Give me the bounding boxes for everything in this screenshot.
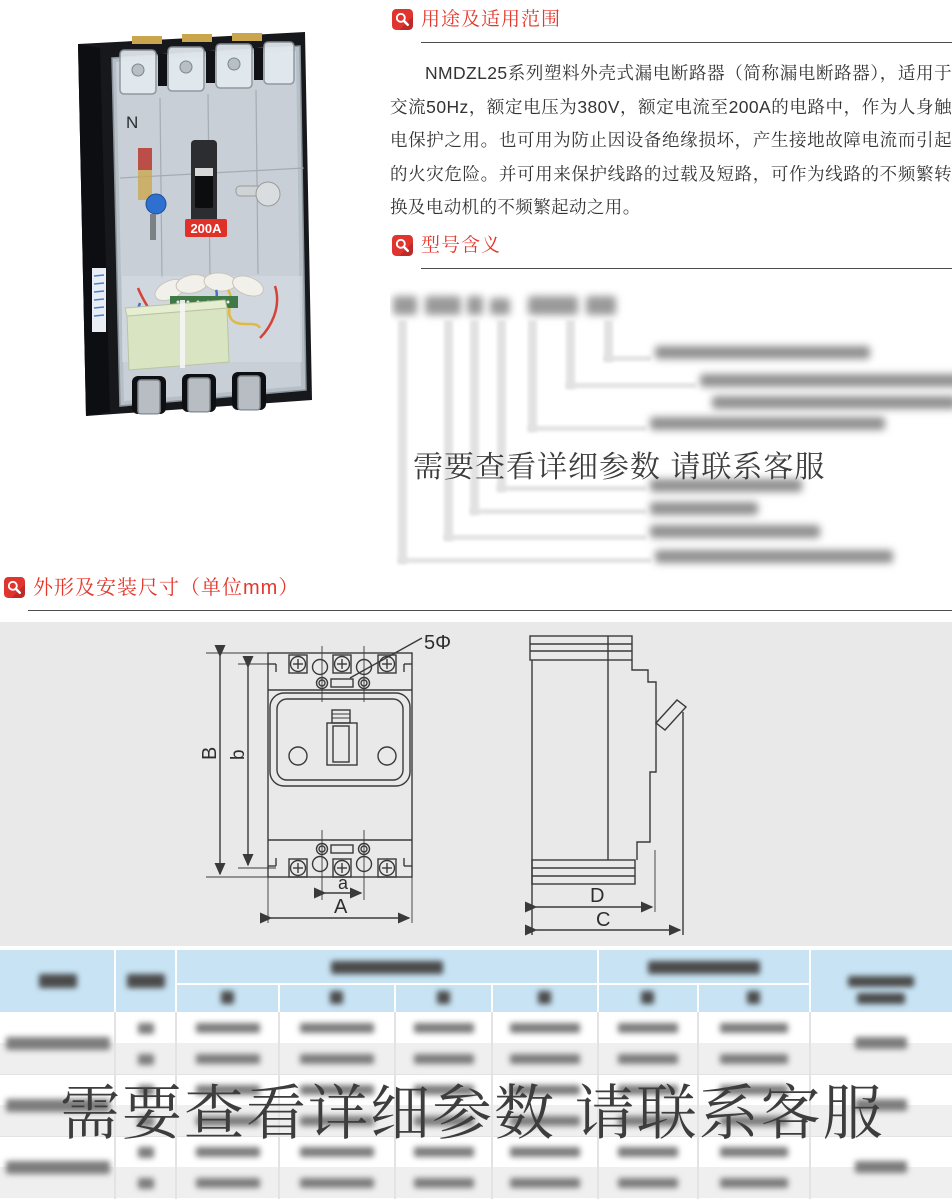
cell-blurred [855,1037,907,1049]
dim-label-b: b [228,749,249,760]
cell-blurred [618,1023,678,1033]
cell-blurred [414,1054,474,1064]
header-separator [697,984,699,1012]
watermark-contact-service: 需要查看详细参数 请联系客服 [60,1080,885,1147]
header-separator [809,950,811,1012]
diagram-connector [604,356,651,361]
cell-blurred [414,1023,474,1033]
cell-blurred [510,1178,580,1188]
col-header-blurred [848,976,914,987]
section-title-model: 型号含义 [421,235,502,256]
circuit-breaker-illustration [20,28,320,420]
annotation-blurred [650,417,885,430]
diagram-connector [444,535,646,540]
cell-blurred [196,1178,260,1188]
model-name-blurred [6,1037,110,1050]
group-header-blurred [648,961,760,974]
sub-header-blurred [538,991,551,1004]
model-name-blurred [6,1161,110,1174]
section-divider [421,268,952,269]
diagram-connector [528,426,646,431]
diagram-bar [444,320,453,541]
header-separator [394,984,396,1012]
model-code-blurred [467,296,483,315]
dim-label-A: A [334,896,348,918]
header-separator [278,984,280,1012]
dim-label-D: D [590,885,605,907]
cell-blurred [300,1178,374,1188]
cell-blurred [414,1178,474,1188]
annotation-blurred [650,525,820,538]
model-code-blurred [425,296,461,315]
annotation-blurred [655,346,870,359]
annotation-blurred [650,502,758,515]
diagram-bar [566,320,575,389]
front-view-drawing [180,622,480,946]
sub-header-blurred [330,991,343,1004]
magnifier-icon [392,9,413,30]
cell-blurred [618,1054,678,1064]
diagram-bar [528,320,537,432]
cell-blurred [510,1054,580,1064]
col-header-blurred [39,974,77,988]
cell-blurred [138,1023,154,1034]
model-code-blurred [490,298,510,315]
annotation-blurred [655,550,893,563]
annotation-blurred [700,374,952,387]
col-header-blurred [857,993,905,1004]
group-header-blurred [331,961,443,974]
dim-label-C: C [596,909,611,931]
side-view-drawing [480,622,760,946]
cell-blurred [720,1023,788,1033]
cell-blurred [618,1178,678,1188]
magnifier-icon [4,577,25,598]
pole-marking-n: N [126,113,139,132]
rating-label-text: 200A [190,221,222,236]
cell-blurred [196,1023,260,1033]
header-separator [175,950,177,1012]
diagram-bar [398,320,407,564]
col-header-blurred [127,974,165,988]
diagram-connector [497,486,646,491]
section-title-dimensions: 外形及安装尺寸（单位mm） [33,577,300,599]
model-code-diagram-blurred [390,288,952,580]
dim-label-hole: 5Φ [424,632,452,654]
diagram-connector [566,383,696,388]
product-photo [20,28,320,420]
dim-label-a: a [338,873,349,893]
model-code-blurred [393,296,417,315]
diagram-connector [470,509,646,514]
header-separator [114,950,116,1012]
cell-blurred [138,1178,154,1189]
cell-blurred [300,1054,374,1064]
sub-header-blurred [747,991,760,1004]
cell-blurred [855,1161,907,1173]
cell-blurred [300,1023,374,1033]
diagram-connector [398,558,651,563]
header-separator [597,950,599,1012]
cell-blurred [720,1054,788,1064]
sub-header-blurred [221,991,234,1004]
model-code-blurred [528,296,578,315]
magnifier-icon [392,235,413,256]
header-separator [491,984,493,1012]
section-header-usage [392,9,561,31]
sub-header-blurred [641,991,654,1004]
model-code-blurred [586,296,616,315]
section-header-model [392,235,501,257]
dimension-drawing-panel [0,622,952,946]
dim-label-B: B [199,746,221,760]
section-title-usage: 用途及适用范围 [421,9,562,30]
section-divider [28,610,952,611]
section-divider [421,42,952,43]
usage-paragraph: NMDZL25系列塑料外壳式漏电断路器（简称漏电断路器），适用于交流50Hz，额定电压为380V，额定电流至200A的电路中，作为人身触电保护之用。也可用为防止因设备绝缘损坏，产生接地故障电流而引起的火灾危险。并可用来保护线路的过载及短路，可作为线路的不频繁转换及电动机的不频繁起动之用。 [390,63,952,217]
watermark-contact-service: 需要查看详细参数 请联系客服 [413,451,826,484]
annotation-blurred [712,396,952,409]
cell-blurred [196,1054,260,1064]
header-separator [176,983,810,985]
sub-header-blurred [437,991,450,1004]
cell-blurred [138,1054,154,1065]
section-header-dimensions [4,577,299,599]
cell-blurred [720,1178,788,1188]
cell-blurred [510,1023,580,1033]
